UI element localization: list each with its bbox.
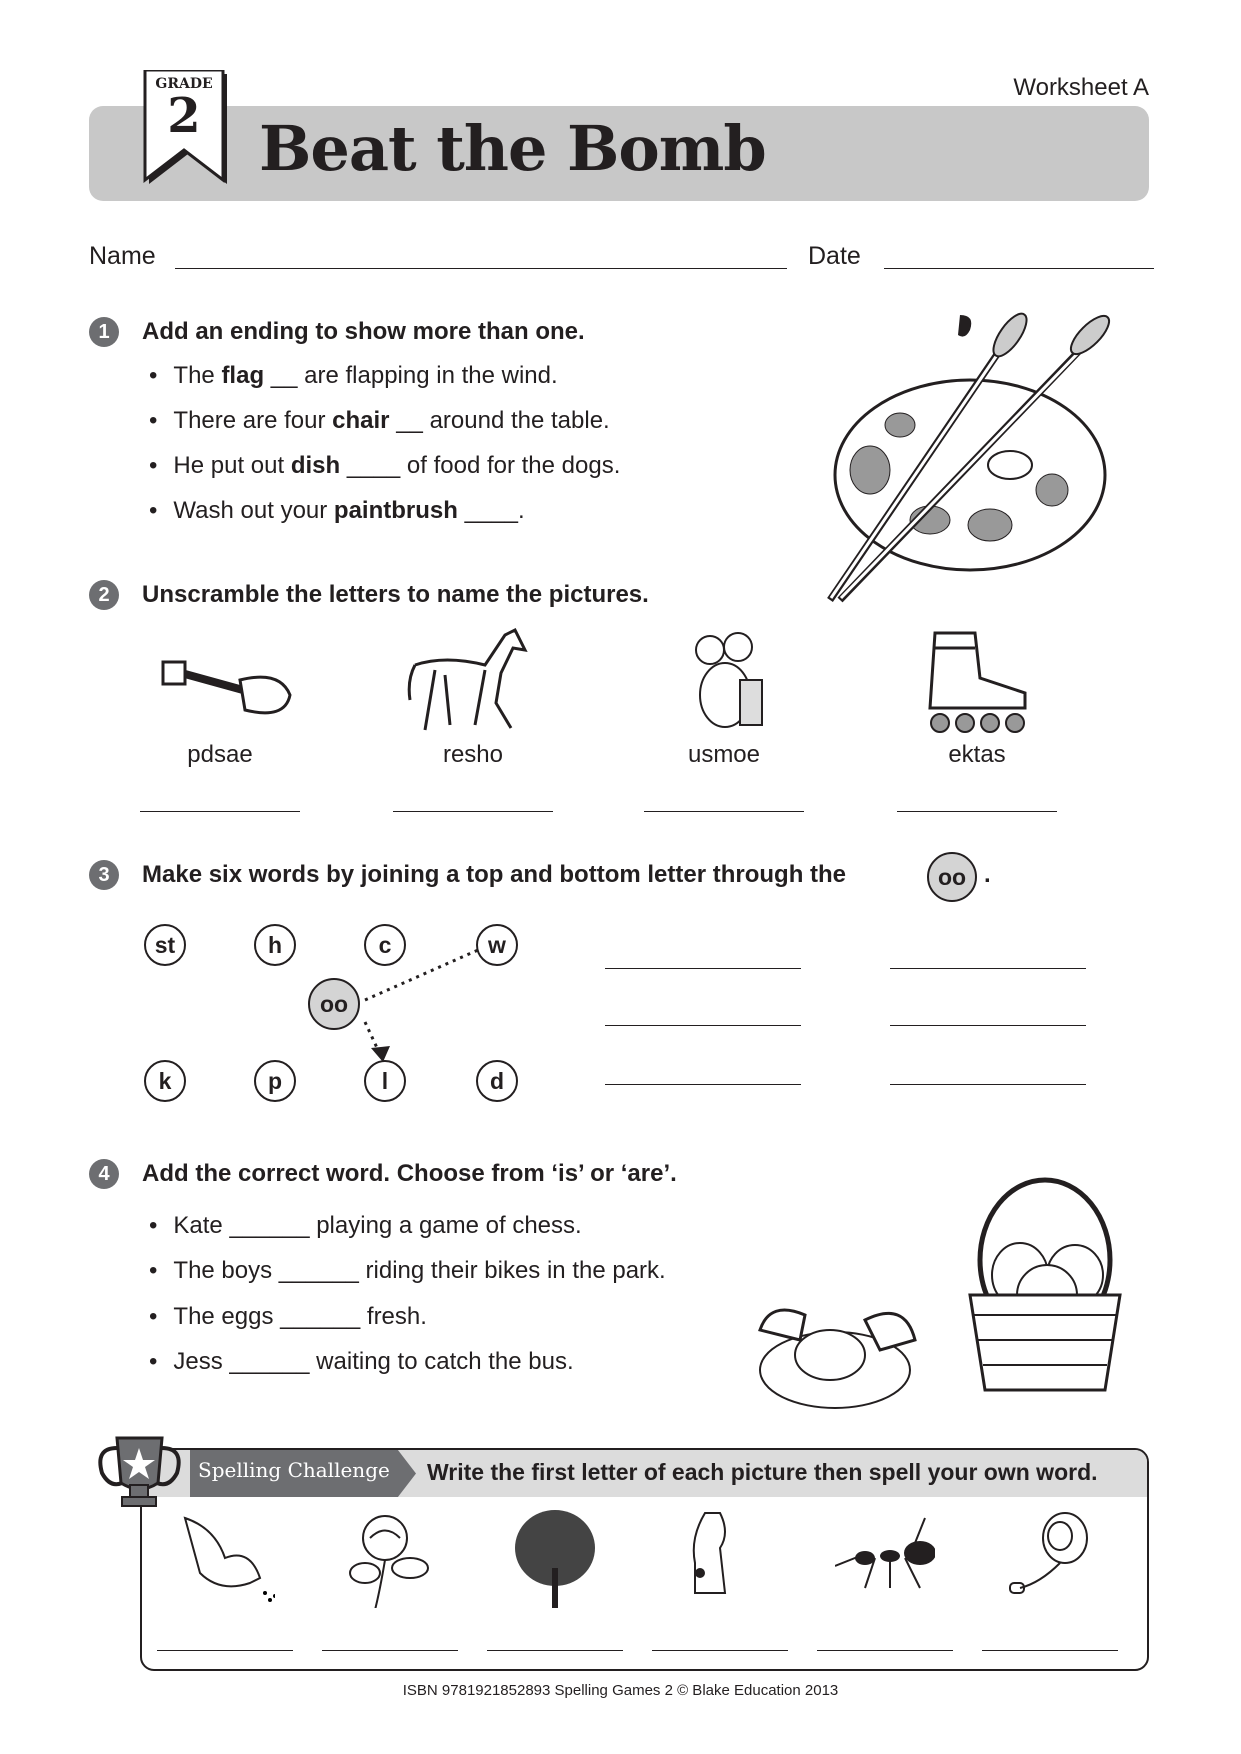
- bullet: •: [149, 1348, 158, 1375]
- scrambled-word: pdsae: [187, 741, 253, 768]
- rose-picture: [340, 1508, 440, 1608]
- rose-picture-drawing: [340, 1508, 440, 1608]
- q3-prompt-oo: oo: [927, 852, 977, 902]
- item-word: flag: [221, 362, 265, 389]
- dog-picture: [670, 1508, 770, 1608]
- answer-line[interactable]: [890, 1084, 1086, 1085]
- scrambled-word: usmoe: [687, 741, 761, 768]
- item-post[interactable]: ______ playing a game of chess.: [229, 1212, 582, 1239]
- bullet: •: [149, 1303, 158, 1330]
- bottom-letter[interactable]: p: [254, 1060, 296, 1102]
- spelling-challenge-label: Spelling Challenge: [198, 1458, 390, 1482]
- item-pre: The eggs: [173, 1303, 281, 1330]
- top-letter[interactable]: h: [254, 924, 296, 966]
- bird-picture: [175, 1508, 275, 1608]
- question-number-4: 4: [89, 1159, 119, 1189]
- item-word: paintbrush: [333, 497, 458, 524]
- item-pre: Kate: [173, 1212, 230, 1239]
- answer-line[interactable]: [817, 1650, 953, 1651]
- dotted-line-to-l: [365, 1022, 378, 1050]
- tree-picture: [505, 1508, 605, 1608]
- dog-picture-drawing: [670, 1508, 770, 1608]
- item-post[interactable]: ______ fresh.: [280, 1303, 427, 1330]
- ant-picture: [835, 1508, 935, 1608]
- answer-line[interactable]: [605, 1084, 801, 1085]
- answer-line[interactable]: [890, 1025, 1086, 1026]
- list-item: [149, 1257, 666, 1285]
- scrambled-word: resho: [442, 741, 504, 768]
- question-number-3: 3: [89, 860, 119, 890]
- bullet: •: [149, 407, 158, 434]
- item-post[interactable]: __ around the table.: [389, 407, 610, 434]
- item-pre: Wash out your: [173, 497, 334, 524]
- bullet: •: [149, 452, 158, 479]
- grade-label: GRADE: [155, 76, 213, 92]
- q4-prompt: Add the correct word. Choose from ‘is’ or ‘are’.: [142, 1160, 677, 1187]
- answer-line[interactable]: [890, 968, 1086, 969]
- item-post[interactable]: __ are flapping in the wind.: [264, 362, 558, 389]
- item-pre: The boys: [173, 1257, 279, 1284]
- answer-line[interactable]: [157, 1650, 293, 1651]
- top-letter[interactable]: st: [144, 924, 186, 966]
- q1-prompt: Add an ending to show more than one.: [142, 318, 585, 345]
- answer-line[interactable]: [982, 1650, 1118, 1651]
- q3-prompt: Make six words by joining a top and bottom letter through the: [142, 861, 847, 888]
- q2-prompt: Unscramble the letters to name the pictures.: [142, 581, 649, 608]
- trophy-icon: [92, 1430, 187, 1510]
- bullet: •: [149, 1257, 158, 1284]
- answer-line[interactable]: [605, 1025, 801, 1026]
- grade-number: 2: [167, 88, 201, 144]
- bottom-letter[interactable]: d: [476, 1060, 518, 1102]
- item-post[interactable]: ______ riding their bikes in the park.: [278, 1257, 666, 1284]
- question-number-1: 1: [89, 317, 119, 347]
- worksheet-label: Worksheet A: [1013, 74, 1149, 101]
- item-pre: He put out: [173, 452, 291, 479]
- eggs-picture: [755, 1170, 1145, 1415]
- item-pre: There are four: [173, 407, 333, 434]
- question-number-2: 2: [89, 580, 119, 610]
- answer-line[interactable]: [322, 1650, 458, 1651]
- spelling-challenge-instruction: Write the first letter of each picture then spell your own word.: [427, 1459, 1098, 1485]
- answer-line[interactable]: [487, 1650, 623, 1651]
- item-word: chair: [332, 407, 390, 434]
- bird-picture-drawing: [175, 1508, 275, 1608]
- list-item: [149, 1303, 427, 1331]
- q3-prompt-end: .: [984, 861, 991, 888]
- item-pre: The: [173, 362, 222, 389]
- top-letter[interactable]: c: [364, 924, 406, 966]
- list-item: [149, 1212, 582, 1240]
- scrambled-word: ektas: [948, 741, 1006, 768]
- yoyo-picture-drawing: [1000, 1508, 1100, 1608]
- list-item: [149, 1348, 574, 1376]
- bullet: •: [149, 1212, 158, 1239]
- answer-line[interactable]: [605, 968, 801, 969]
- top-letter[interactable]: w: [476, 924, 518, 966]
- item-post[interactable]: ______ waiting to catch the bus.: [229, 1348, 574, 1375]
- date-label: Date: [808, 242, 861, 270]
- name-label: Name: [89, 242, 156, 270]
- answer-line[interactable]: [652, 1650, 788, 1651]
- item-word: dish: [290, 452, 341, 479]
- bottom-letter[interactable]: l: [364, 1060, 406, 1102]
- tree-picture-drawing: [505, 1508, 605, 1608]
- footer-copyright: ISBN 9781921852893 Spelling Games 2 © Blake Education 2013: [402, 1682, 839, 1699]
- item-post[interactable]: ____.: [457, 497, 525, 524]
- page-title: Beat the Bomb: [259, 112, 766, 185]
- center-oo: oo: [308, 978, 360, 1030]
- ant-picture-drawing: [835, 1508, 935, 1608]
- item-post[interactable]: ____ of food for the dogs.: [340, 452, 621, 479]
- yoyo-picture: [1000, 1508, 1100, 1608]
- bullet: •: [149, 497, 158, 524]
- bullet: •: [149, 362, 158, 389]
- bottom-letter[interactable]: k: [144, 1060, 186, 1102]
- item-pre: Jess: [173, 1348, 230, 1375]
